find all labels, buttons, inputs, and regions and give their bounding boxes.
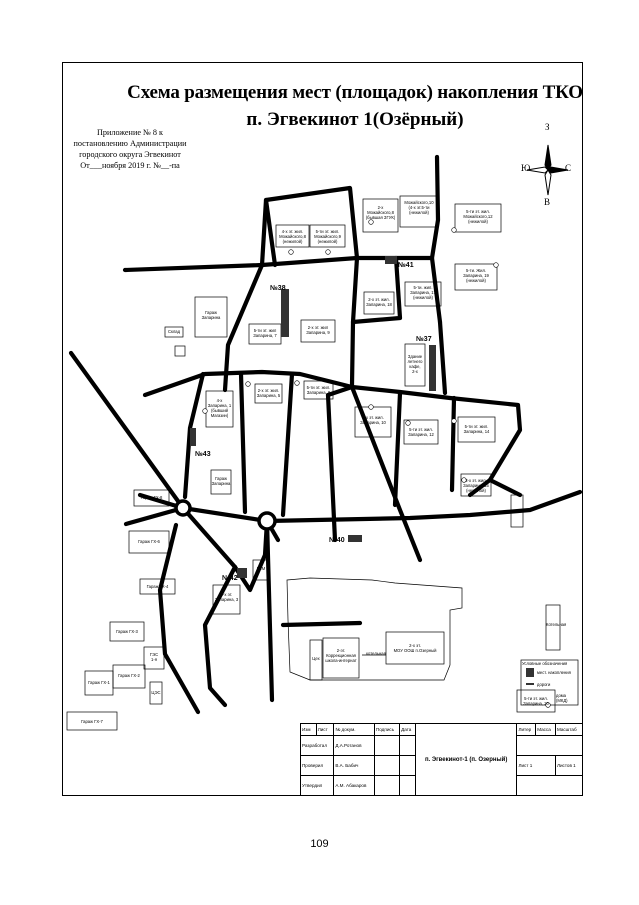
waste-site-37 bbox=[429, 345, 436, 391]
road bbox=[267, 521, 272, 700]
building-label: Гараж ГХ-8 bbox=[140, 495, 163, 500]
building-label: Гараж Запарина bbox=[211, 476, 231, 486]
legend-road bbox=[526, 683, 534, 685]
building-label: Можайского,10 (4-х эт.5-ти (нежилой) bbox=[404, 200, 434, 215]
building-label: 4-х Запарина, 1 (бывший Магазин) bbox=[207, 398, 232, 418]
legend-title: Условные обозначения bbox=[522, 661, 568, 666]
building-label: Гараж Запарина bbox=[201, 310, 221, 320]
road bbox=[283, 374, 292, 515]
compass-east: С bbox=[565, 163, 572, 173]
road bbox=[205, 567, 235, 705]
waste-site-38 bbox=[281, 289, 289, 337]
building-label: ГСМ bbox=[256, 566, 266, 571]
legend-item: мест. накопления bbox=[537, 670, 571, 675]
building-label: Здание летнего кафе, 2-х bbox=[407, 354, 423, 374]
waste-site-41 bbox=[385, 256, 397, 264]
building-label: Гараж ГХ-3 bbox=[116, 629, 138, 634]
compass-south: В bbox=[544, 197, 551, 207]
building bbox=[546, 605, 567, 650]
road bbox=[266, 188, 357, 265]
compass-north: З bbox=[545, 122, 550, 132]
road bbox=[395, 393, 400, 505]
building-label: Цех bbox=[312, 656, 320, 661]
legend-item: дороги bbox=[537, 682, 551, 687]
road bbox=[126, 508, 183, 524]
road bbox=[352, 387, 420, 560]
site-number: №40 bbox=[329, 537, 345, 544]
compass-west: Ю bbox=[521, 163, 531, 173]
school-grounds bbox=[287, 578, 462, 680]
building-label: 2-х эт. жил. Запарина, 15 (нежилой) bbox=[463, 478, 489, 493]
building-label: 5-ти. Жил. Запарина, 19 (нежилой) bbox=[463, 268, 489, 283]
site-number: №37 bbox=[416, 336, 432, 343]
building-label: Гараж ГХ-7 bbox=[81, 719, 103, 724]
building-label: Склад bbox=[167, 329, 181, 334]
roundabout bbox=[259, 513, 275, 529]
road bbox=[452, 398, 454, 490]
building-label: Гараж ГХ-2 bbox=[118, 673, 140, 678]
waste-site-42 bbox=[237, 568, 247, 578]
building-label: ГЭС 1-я bbox=[149, 652, 159, 662]
legend-item: дома (МКД) bbox=[556, 693, 568, 703]
building-label: 3-х эт. Запарина, 3 bbox=[214, 592, 239, 602]
building-label: Гараж ГХ-4 bbox=[146, 584, 169, 589]
road bbox=[267, 492, 580, 521]
waste-site-40 bbox=[348, 535, 362, 542]
road bbox=[71, 353, 183, 508]
road bbox=[352, 322, 353, 385]
building-label: 2-х эт. жил Запарина, 9 bbox=[306, 325, 330, 335]
road bbox=[440, 322, 445, 393]
road bbox=[241, 374, 245, 512]
map-title: Схема размещения мест (площадок) накопления ТКО bbox=[127, 82, 583, 103]
building-label: Котельная bbox=[546, 622, 567, 627]
building-label: 2-х эт. жил. Запарина, 18 bbox=[366, 297, 392, 307]
site-number: №38 bbox=[270, 285, 286, 292]
site-number: №42 bbox=[222, 575, 238, 582]
waste-site-43 bbox=[190, 428, 196, 446]
road bbox=[328, 387, 352, 540]
road bbox=[183, 508, 267, 521]
roundabout bbox=[176, 501, 190, 515]
building-label: Гараж ГХ-6 bbox=[138, 539, 160, 544]
site-number: №43 bbox=[195, 451, 211, 458]
building-label: Гараж ГХ-1 bbox=[88, 680, 110, 685]
building-label: 5-ти эт. жил. Запарина, 8 bbox=[306, 385, 331, 395]
page-number: 109 bbox=[310, 838, 329, 850]
document-title: п. Эгвекинот-1 (п. Озерный) bbox=[415, 724, 517, 796]
road bbox=[490, 480, 520, 495]
title-block-table: Изм Лист № докум. Подпись Дата п. Эгвекинот-1 (п. Озерный) Литер Масса Масштаб Разработал Д.А.Ротанов Проверил В.А. Бабич Лист 1 Листов 1 Утвердил А.М. Абакаров bbox=[300, 723, 583, 796]
building-label: 2-х эт. МОУ ООШ п.Озерный bbox=[393, 643, 437, 653]
building-label: 2-х Можайского,8 (бывшая ЗГУК) bbox=[365, 205, 396, 220]
site-number: №41 bbox=[398, 262, 414, 269]
road bbox=[125, 265, 262, 270]
building-label: ЦЭС bbox=[151, 690, 161, 695]
building-label: 4-х эт. жил. Можайского,8 (нежилой) bbox=[279, 229, 306, 244]
building-label: 2-эт. Коррекционная школа-интернат bbox=[325, 648, 357, 663]
building-label: 5-ти эт. жил. Можайского,9 (нежилой) bbox=[314, 229, 341, 244]
building-label: 5-ти эт. жил. Запарина, 20 bbox=[523, 696, 549, 706]
legend-swatch bbox=[526, 668, 534, 677]
building-label: 5-ти эт. жил. Можайского,12 (нежилой) bbox=[463, 209, 493, 224]
building-label: 5-ти. жил. Запарина, 17 (нежилой) bbox=[410, 285, 436, 300]
building-label: 2-х эт. жил. Запарина, 10 bbox=[360, 415, 386, 425]
building-label: 5-ти эт. жил. Запарина, 14 bbox=[463, 424, 490, 434]
appendix-note: Приложение № 8 к постановлению Администрации городского округа Эгвекинот От___ноября 2019 г. №__-па bbox=[73, 128, 187, 170]
building-label: 5-ти эт. жил. Запарина, 12 bbox=[408, 427, 434, 437]
map-subtitle: п. Эгвекинот 1(Озёрный) bbox=[246, 109, 464, 130]
building-label: 2-х эт. жил. Запарина, 5 bbox=[256, 388, 281, 398]
building-label: котельная bbox=[366, 651, 386, 656]
compass-icon bbox=[545, 145, 551, 170]
road bbox=[353, 258, 400, 322]
road bbox=[283, 623, 360, 625]
building bbox=[175, 346, 185, 356]
title-block bbox=[300, 723, 583, 796]
building-label: 5-ти эт. жил Запарина, 7 bbox=[253, 328, 277, 338]
